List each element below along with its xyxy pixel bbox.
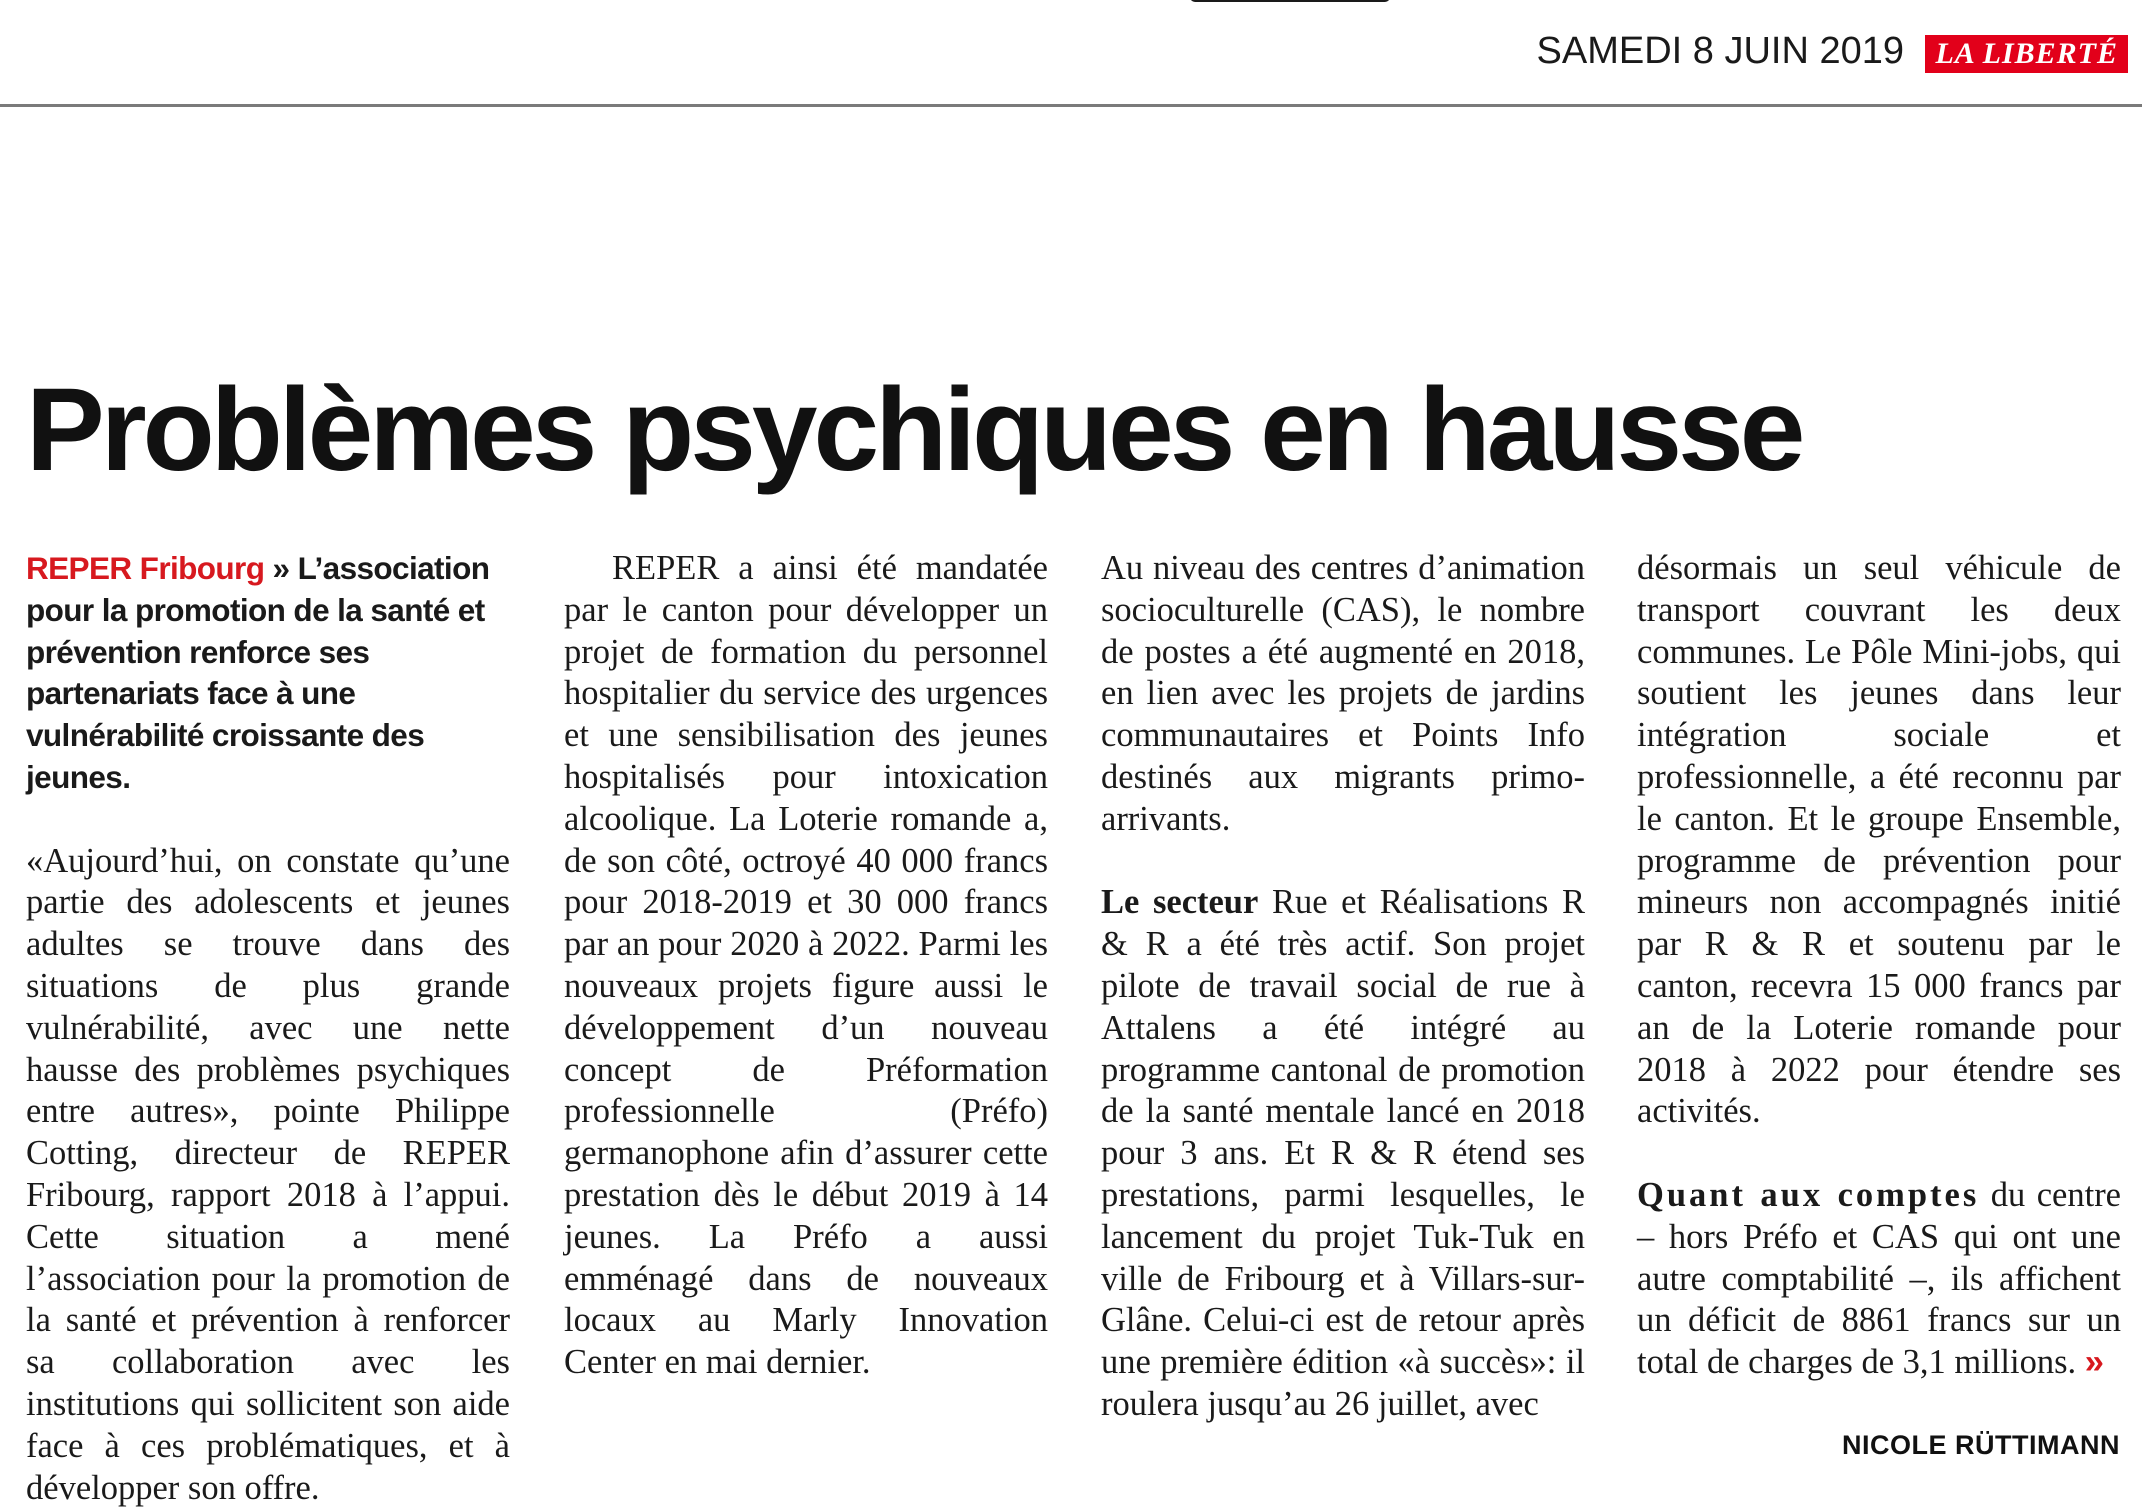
author-signature: NICOLE RÜTTIMANN <box>1842 1430 2120 1460</box>
lead-arrows: » <box>272 550 290 586</box>
end-arrows: » <box>2084 1343 2104 1382</box>
paragraph-text: du centre – hors Préfo et CAS qui ont une autre comptabilité –, ils affichent un déficit de 8861 francs sur un total de charges de 3,1 millions. <box>1637 1175 2121 1382</box>
page-header <box>0 0 2142 107</box>
article-column-3 <box>1101 548 1585 1426</box>
lead-text: L’association pour la promotion de la santé et prévention renforce ses partenariats face à une vulnérabilité croissante des jeunes. <box>26 550 490 795</box>
article-column-4 <box>1637 548 2121 1384</box>
newspaper-logo: LA LIBERTÉ <box>1925 35 2128 73</box>
top-crop-mark <box>1190 0 1390 2</box>
section-lead-in: Le secteur <box>1101 883 1259 922</box>
issue-date: SAMEDI 8 JUIN 2019 <box>1536 30 1904 72</box>
body-paragraph: Au niveau des centres d’animation socioculturelle (CAS), le nombre de postes a été augmenté en 2018, en lien avec les projets de jardins communautaires et Points Info destinés aux migrants primo-arrivants. <box>1101 549 1585 838</box>
body-paragraph <box>1101 882 1585 1425</box>
article-lead <box>26 548 510 799</box>
body-paragraph: REPER a ainsi été mandatée par le canton pour développer un projet de formation du personnel hospitalier du service des urgences et une sensibilisation des jeunes hospitalisés pour intoxication alcoolique. La Loterie romande a, de son côté, octroyé 40 000 francs pour 2018-2019 et 30 000 francs par an pour 2020 à 2022. Parmi les nouveaux projets figure aussi le développement d’un nouveau concept de Préformation professionnelle (Préfo) germanophone afin d’assurer cette prestation dès le début 2019 à 14 jeunes. La Préfo a aussi emménagé dans de nouveaux locaux au Marly Innovation Center en mai dernier. <box>564 549 1048 1382</box>
article-headline: Problèmes psychiques en hausse <box>26 364 1802 496</box>
section-lead-in: Quant aux comptes <box>1637 1175 1980 1214</box>
paragraph-text: Rue et Réalisations R & R a été très actif. Son projet pilote de travail social de rue à Attalens a été intégré au programme cantonal de promotion de la santé mentale lancé en 2018 pour 3 ans. Et R & R étend ses prestations, parmi lesquelles, le lancement du projet Tuk-Tuk en ville de Fribourg et à Villars-sur-Glâne. Celui-ci est de retour après une première édition «à succès»: il roulera jusqu’au 26 juillet, avec <box>1101 883 1585 1423</box>
lead-kicker: REPER Fribourg <box>26 550 265 586</box>
article-column-2 <box>564 548 1048 1384</box>
body-paragraph <box>1637 1175 2121 1384</box>
article-column-1 <box>26 548 510 1509</box>
body-paragraph: désormais un seul véhicule de transport couvrant les deux communes. Le Pôle Mini-jobs, qui soutient les jeunes dans leur intégration sociale et professionnelle, a été reconnu par le canton. Et le groupe Ensemble, programme de prévention pour mineurs non accompagnés initié par R & R et soutenu par le canton, recevra 15 000 francs par an de la Loterie romande pour 2018 à 2022 pour étendre ses activités. <box>1637 549 2121 1131</box>
body-paragraph: «Aujourd’hui, on constate qu’une partie des adolescents et jeunes adultes se trouve dans des situations de plus grande vulnérabilité, avec une nette hausse des problèmes psychiques entre autres», pointe Philippe Cotting, directeur de REPER Fribourg, rapport 2018 à l’appui. Cette situation a mené l’association pour la promotion de la santé et prévention à renforcer sa collaboration avec les institutions qui sollicitent son aide face à ces problématiques, et à développer son offre. <box>26 841 510 1507</box>
